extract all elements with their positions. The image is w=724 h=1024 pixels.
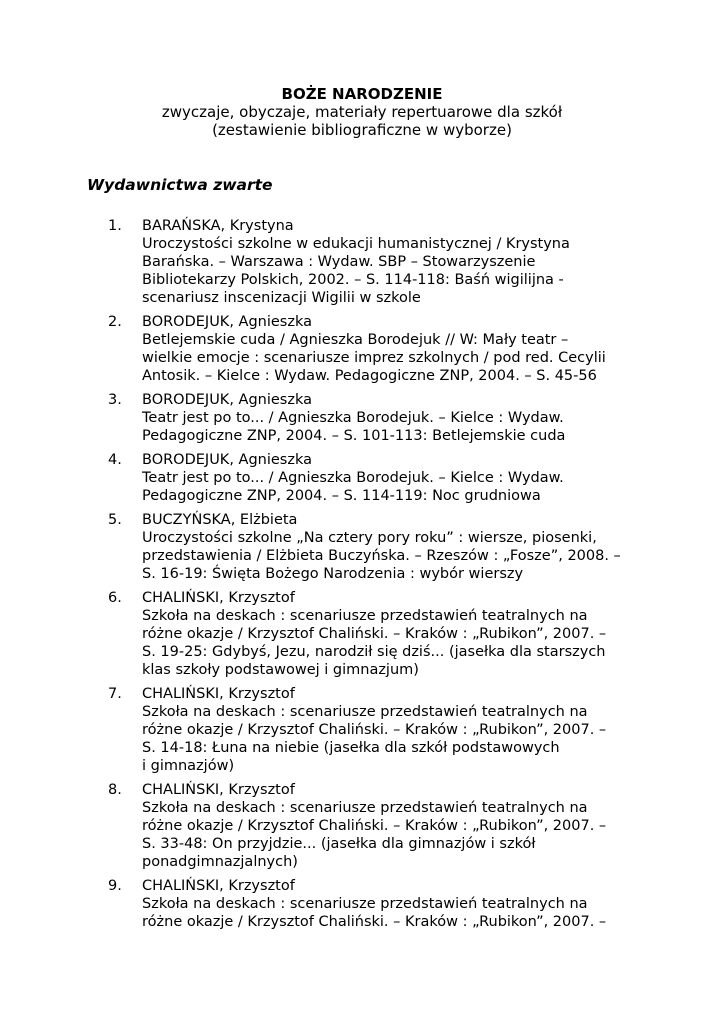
document-subtitle-note: (zestawienie bibliograficzne w wyborze)	[212, 121, 512, 139]
entry-description-line: Szkoła na deskach : scenariusze przedstawień teatralnych na	[142, 704, 588, 720]
entry-body	[142, 877, 642, 931]
entry-description-line: Szkoła na deskach : scenariusze przedstawień teatralnych na	[142, 800, 588, 816]
entry-description-line: Szkoła na deskach : scenariusze przedstawień teatralnych na	[142, 896, 588, 912]
entry-author: BARAŃSKA, Krystyna	[142, 218, 294, 234]
entry-description-line: Barańska. – Warszawa : Wydaw. SBP – Stowarzyszenie	[142, 254, 536, 270]
entry-body	[142, 781, 642, 871]
bibliography-entry	[0, 511, 724, 583]
document-subtitle: zwyczaje, obyczaje, materiały repertuarowe dla szkół	[161, 103, 563, 121]
entry-number: 6.	[108, 590, 122, 606]
entry-body	[142, 685, 642, 775]
entry-description-line: różne okazje / Krzysztof Chaliński. – Kraków : „Rubikon”, 2007. –	[142, 914, 607, 930]
bibliography-entry	[0, 313, 724, 385]
entry-description-line: scenariusz inscenizacji Wigilii w szkole	[142, 290, 421, 306]
title-block	[0, 85, 724, 139]
bibliography-entry	[0, 877, 724, 931]
section-heading: Wydawnictwa zwarte	[87, 176, 273, 194]
entry-number: 7.	[108, 686, 122, 702]
entry-number: 4.	[108, 452, 122, 468]
entry-author: CHALIŃSKI, Krzysztof	[142, 590, 295, 606]
bibliography-entry	[0, 217, 724, 307]
entry-description-line: i gimnazjów)	[142, 758, 235, 774]
entry-description-line: Bibliotekarzy Polskich, 2002. – S. 114-118: Baśń wigilijna -	[142, 272, 564, 288]
entry-description-line: wielkie emocje : scenariusze imprez szkolnych / pod red. Cecylii	[142, 350, 606, 366]
entry-number: 9.	[108, 878, 122, 894]
bibliography-entry	[0, 781, 724, 871]
entry-description-line: S. 19-25: Gdybyś, Jezu, narodził się dziś... (jasełka dla starszych	[142, 644, 606, 660]
entry-body	[142, 511, 642, 583]
bibliography-entry	[0, 451, 724, 505]
entry-body	[142, 313, 642, 385]
entry-description-line: różne okazje / Krzysztof Chaliński. – Kraków : „Rubikon”, 2007. –	[142, 818, 607, 834]
entry-author: BORODEJUK, Agnieszka	[142, 314, 312, 330]
entry-description-line: S. 33-48: On przyjdzie... (jasełka dla gimnazjów i szkół	[142, 836, 536, 852]
entry-description-line: Betlejemskie cuda / Agnieszka Borodejuk // W: Mały teatr –	[142, 332, 569, 348]
entry-author: CHALIŃSKI, Krzysztof	[142, 782, 295, 798]
entry-author: BUCZYŃSKA, Elżbieta	[142, 512, 298, 528]
entry-description-line: Uroczystości szkolne w edukacji humanistycznej / Krystyna	[142, 236, 570, 252]
entry-author: BORODEJUK, Agnieszka	[142, 452, 312, 468]
entry-number: 2.	[108, 314, 122, 330]
bibliography-entry	[0, 391, 724, 445]
entry-description-line: klas szkoły podstawowej i gimnazjum)	[142, 662, 419, 678]
entry-description-line: S. 16-19: Święta Bożego Narodzenia : wybór wierszy	[142, 566, 524, 582]
entry-description-line: S. 14-18: Łuna na niebie (jasełka dla szkół podstawowych	[142, 740, 560, 756]
entry-number: 8.	[108, 782, 122, 798]
entry-description-line: Pedagogiczne ZNP, 2004. – S. 114-119: Noc grudniowa	[142, 488, 541, 504]
entry-body	[142, 391, 642, 445]
bibliography-entry	[0, 685, 724, 775]
entry-description-line: Teatr jest po to... / Agnieszka Borodejuk. – Kielce : Wydaw.	[142, 470, 564, 486]
entry-description-line: Szkoła na deskach : scenariusze przedstawień teatralnych na	[142, 608, 588, 624]
entry-description-line: przedstawienia / Elżbieta Buczyńska. – Rzeszów : „Fosze”, 2008. –	[142, 548, 621, 564]
entry-body	[142, 217, 642, 307]
entry-description-line: Uroczystości szkolne „Na cztery pory roku” : wiersze, piosenki,	[142, 530, 597, 546]
entry-description-line: Pedagogiczne ZNP, 2004. – S. 101-113: Betlejemskie cuda	[142, 428, 566, 444]
entry-author: CHALIŃSKI, Krzysztof	[142, 686, 295, 702]
entry-author: CHALIŃSKI, Krzysztof	[142, 878, 295, 894]
entry-description-line: Antosik. – Kielce : Wydaw. Pedagogiczne ZNP, 2004. – S. 45-56	[142, 368, 597, 384]
entry-number: 1.	[108, 218, 122, 234]
entry-description-line: ponadgimnazjalnych)	[142, 854, 298, 870]
entry-body	[142, 589, 642, 679]
entry-number: 5.	[108, 512, 122, 528]
document-title: BOŻE NARODZENIE	[281, 85, 443, 103]
entry-number: 3.	[108, 392, 122, 408]
entry-body	[142, 451, 642, 505]
entry-description-line: różne okazje / Krzysztof Chaliński. – Kraków : „Rubikon”, 2007. –	[142, 626, 607, 642]
entry-description-line: Teatr jest po to... / Agnieszka Borodejuk. – Kielce : Wydaw.	[142, 410, 564, 426]
bibliography-entry	[0, 589, 724, 679]
entry-description-line: różne okazje / Krzysztof Chaliński. – Kraków : „Rubikon”, 2007. –	[142, 722, 607, 738]
bibliography-list	[0, 217, 724, 937]
entry-author: BORODEJUK, Agnieszka	[142, 392, 312, 408]
